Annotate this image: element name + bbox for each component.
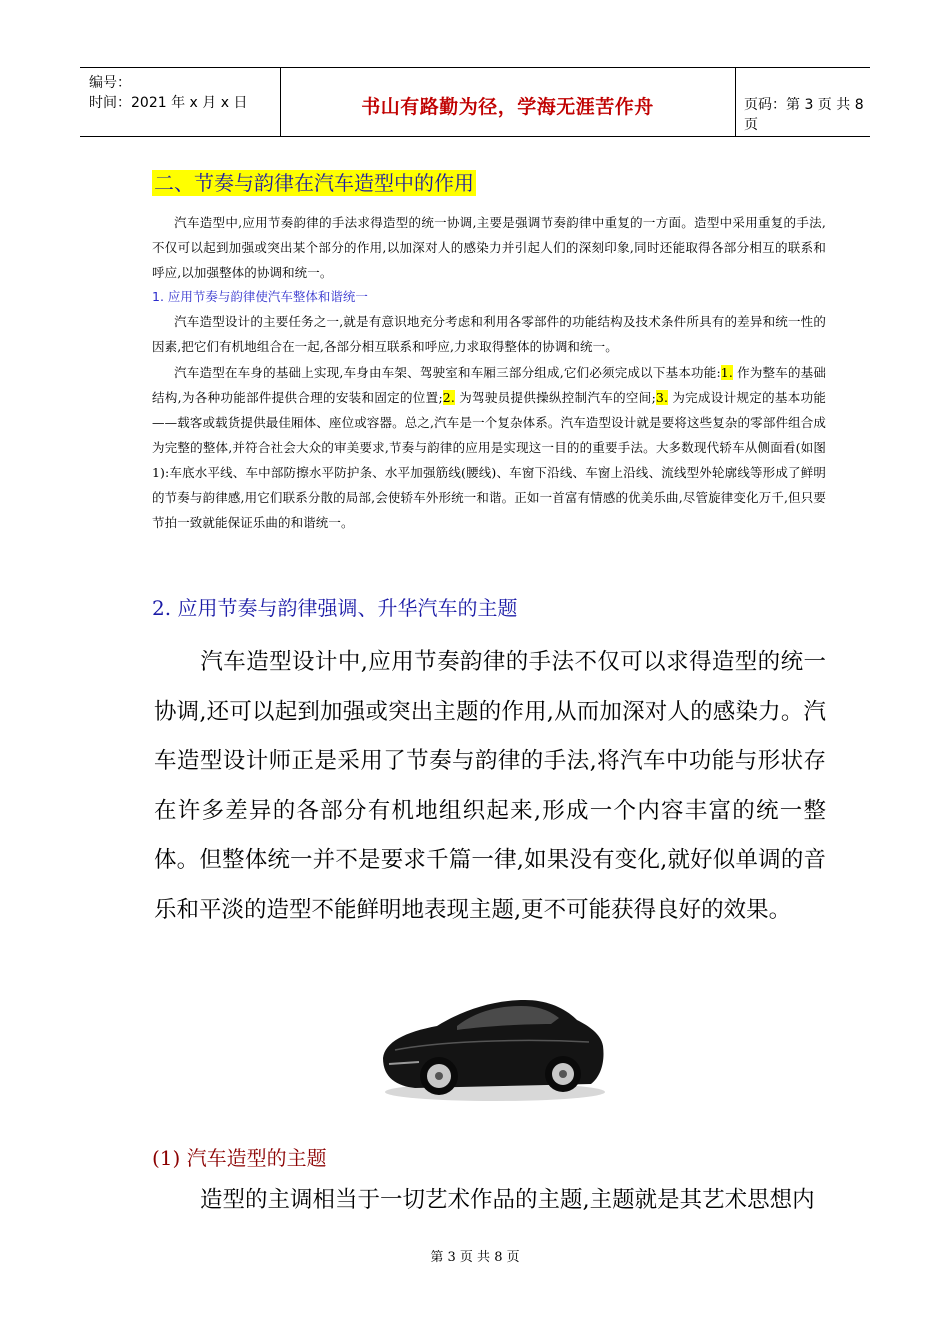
paragraph-2-text: 汽车造型设计的主要任务之一,就是有意识地充分考虑和利用各零部件的功能结构及技术条件所具有的差异和统一性的因素,把它们有机地组合在一起,各部分相互联系和呼应,力求取得整体的协调和统一。 <box>152 314 826 354</box>
paragraph-3-text-d: 为完成设计规定的基本功能——载客或载货提供最佳厢体、座位或容器。总之,汽车是一个复杂体系。汽车造型设计就是要将这些复杂的零部件组合成为完整的整体,并符合社会大众的审美要求,节奏与韵律的应用是实现这一目的的重要手法。大多数现代轿车从侧面看(如图 1):车底水平线、车中部防擦水平防护条、水平加强筋线(腰线)、车窗下沿线、车窗上沿线、流线型外轮廓线等形成了鲜明的节奏与韵律感,用它们联系分散的局部,会使轿车外形统一和谐。正如一首富有情感的优美乐曲,尽管旋律变化万千,但只要节拍一致就能保证乐曲的和谐统一。 <box>152 390 827 530</box>
paragraph-2 <box>152 309 826 359</box>
header-left-cell <box>80 68 281 136</box>
highlight-2: 2. <box>442 390 455 405</box>
paragraph-4-text: 汽车造型设计中,应用节奏韵律的手法不仅可以求得造型的统一协调,还可以起到加强或突出主题的作用,从而加深对人的感染力。汽车造型设计师正是采用了节奏与韵律的手法,将汽车中功能与形状存在许多差异的各部分有机地组织起来,形成一个内容丰富的统一整体。但整体统一并不是要求千篇一律,如果没有变化,就好似单调的音乐和平淡的造型不能鲜明地表现主题,更不可能获得良好的效果。 <box>154 649 826 923</box>
paragraph-intro-text: 汽车造型中,应用节奏韵律的手法求得造型的统一协调,主要是强调节奏韵律中重复的一方面。造型中采用重复的手法,不仅可以起到加强或突出某个部分的作用,以加深对人的感染力并引起人们的深刻印象,同时还能取得各部分相互的联系和呼应,以加强整体的协调和统一。 <box>152 215 826 280</box>
page-number-header: 页码：第 3 页 共 8 页 <box>744 97 864 133</box>
paragraph-5-text: 造型的主调相当于一切艺术作品的主题,主题就是其艺术思想内 <box>200 1187 815 1213</box>
header-right-cell <box>735 68 870 136</box>
subheading-2: 2. 应用节奏与韵律强调、升华汽车的主题 <box>152 596 518 620</box>
paragraph-4 <box>154 638 826 936</box>
header-motto-cell <box>280 68 736 136</box>
paragraph-intro <box>152 210 826 285</box>
document-date: 时间：2021 年 x 月 x 日 <box>89 95 248 111</box>
motto: 书山有路勤为径，学海无涯苦作舟 <box>361 96 654 118</box>
page-header <box>80 67 870 137</box>
car-image <box>375 980 607 1110</box>
paragraph-3 <box>152 360 826 535</box>
paragraph-3-text-b: 作为整车的基础结构,为各种功能部件提供合理的安装和固定的位置; <box>152 365 826 405</box>
page-footer: 第 3 页 共 8 页 <box>430 1250 520 1265</box>
paragraph-3-text-a: 汽车造型在车身的基础上实现,车身由车架、驾驶室和车厢三部分组成,它们必须完成以下基本功能: <box>174 365 721 380</box>
paragraph-3-text-c: 为驾驶员提供操纵控制汽车的空间; <box>454 390 656 405</box>
document-id-label: 编号： <box>89 75 131 91</box>
highlight-1: 1. <box>720 365 733 380</box>
subheading-3: (1) 汽车造型的主题 <box>152 1146 327 1170</box>
section-title: 二、节奏与韵律在汽车造型中的作用 <box>154 171 474 195</box>
highlight-3: 3. <box>655 390 669 405</box>
paragraph-5 <box>154 1176 826 1226</box>
subheading-1: 1. 应用节奏与韵律使汽车整体和谐统一 <box>152 289 368 304</box>
